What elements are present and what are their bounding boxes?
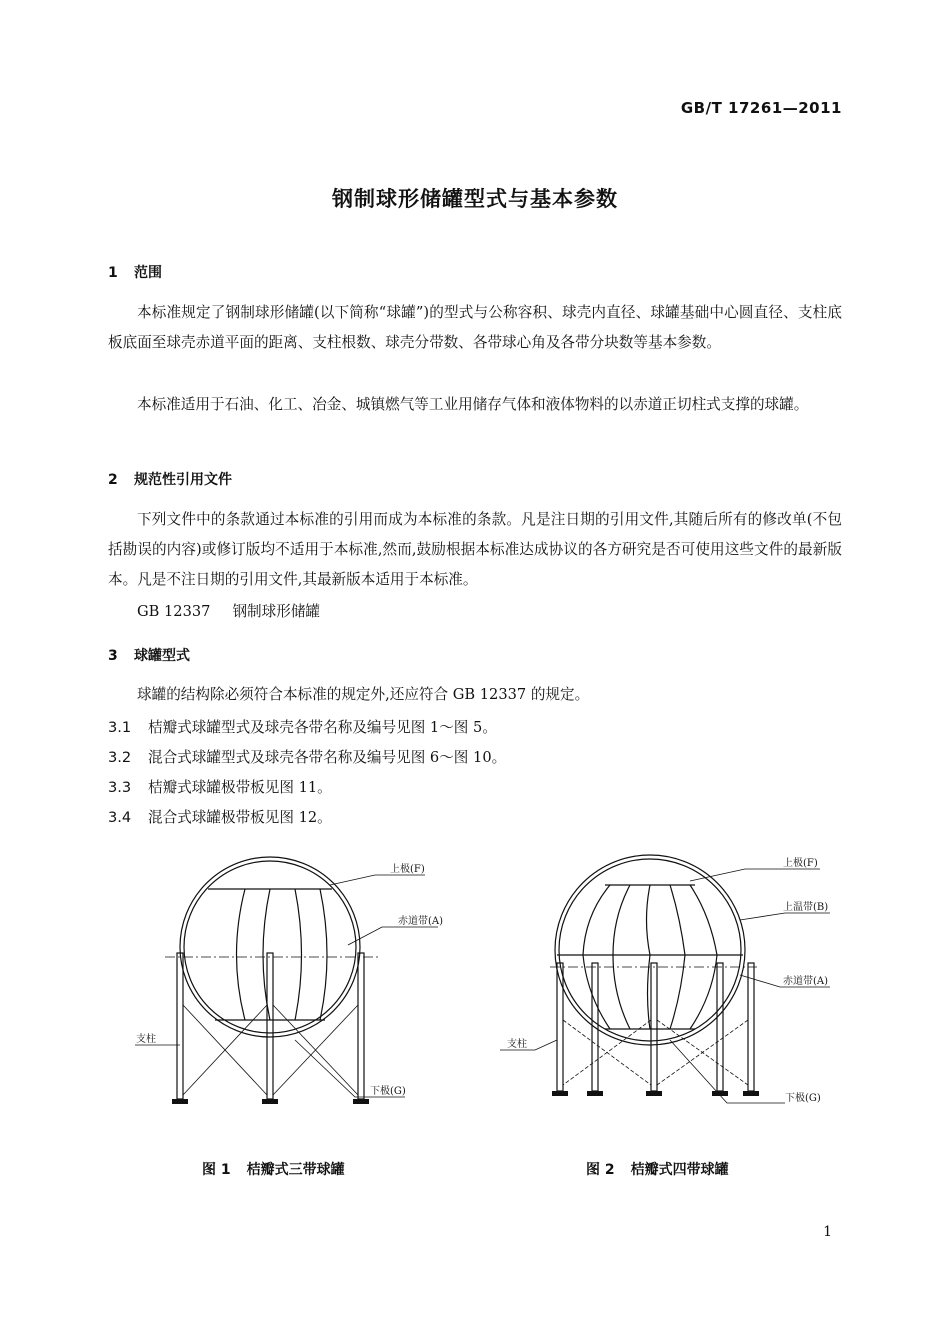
clause-3-2 <box>108 746 506 767</box>
petal-seam <box>647 885 651 955</box>
label-lower-pole: 下极(G) <box>785 1093 821 1104</box>
clause-3-3 <box>108 776 332 797</box>
petal-seam <box>690 885 717 955</box>
leader-upper-pole <box>690 869 820 881</box>
clause-text: 桔瓣式球罐型式及球壳各带名称及编号见图 1～图 5。 <box>148 719 497 736</box>
document-title: 钢制球形储罐型式与基本参数 <box>332 187 618 211</box>
column-base-plate <box>353 1099 369 1104</box>
leader-upper-temperate <box>740 913 830 920</box>
petal-seam <box>670 955 685 1029</box>
label-equator: 赤道带(A) <box>783 976 829 987</box>
label-equator: 赤道带(A) <box>398 916 444 927</box>
figure-number: 图 2 <box>586 1162 615 1178</box>
clause-text: 混合式球罐极带板见图 12。 <box>148 809 332 826</box>
section-number: 1 <box>108 265 118 281</box>
column-base-plate <box>743 1091 759 1096</box>
clause-number: 3.2 <box>108 749 132 766</box>
paragraph-references: 下列文件中的条款通过本标准的引用而成为本标准的条款。凡是注日期的引用文件,其随后所有的修改单(不包括勘误的内容)或修订版均不适用于本标准,然而,鼓励根据本标准达成协议的各方研究是否可使用这些文件的最新版本。凡是不注日期的引用文件,其最新版本适用于本标准。 <box>108 511 842 588</box>
clause-3-1 <box>108 716 497 737</box>
page-number: 1 <box>823 1224 832 1240</box>
petal-seam <box>295 889 302 1020</box>
label-upper-pole: 上极(F) <box>783 858 818 869</box>
clause-number: 3.4 <box>108 809 132 826</box>
support-column <box>177 953 183 1099</box>
column-base-plate <box>172 1099 188 1104</box>
label-upper-temperate: 上温带(B) <box>783 902 829 913</box>
figure-1-caption <box>202 1159 345 1179</box>
figure-number: 图 1 <box>202 1162 231 1178</box>
section-number: 2 <box>108 472 118 488</box>
petal-seam <box>583 955 610 1029</box>
reference-entry <box>137 600 320 621</box>
reference-name: 钢制球形储罐 <box>232 603 321 620</box>
column-base-plate <box>646 1091 662 1096</box>
support-column <box>358 953 364 1099</box>
paragraph-scope-2: 本标准适用于石油、化工、冶金、城镇燃气等工业用储存气体和液体物料的以赤道正切柱式支撑的球罐。 <box>137 396 809 413</box>
figure-1-drawing <box>120 845 460 1115</box>
section-title: 范围 <box>134 265 162 281</box>
support-column <box>267 953 273 1099</box>
clause-text: 桔瓣式球罐极带板见图 11。 <box>148 779 332 796</box>
label-upper-pole: 上极(F) <box>390 864 425 875</box>
section-title: 规范性引用文件 <box>134 472 232 488</box>
paragraph-scope-1: 本标准规定了钢制球形储罐(以下简称“球罐”)的型式与公称容积、球壳内直径、球罐基础中心圆直径、支柱底板底面至球壳赤道平面的距离、支柱根数、球壳分带数、各带球心角及各带分块数等基本参数。 <box>108 304 842 351</box>
leader-equator <box>348 927 438 945</box>
section-3-heading <box>108 645 190 665</box>
label-lower-pole: 下极(G) <box>370 1086 406 1097</box>
label-column: 支柱 <box>507 1039 527 1050</box>
petal-seam <box>320 889 327 1020</box>
label-column: 支柱 <box>136 1034 156 1045</box>
standard-code: GB/T 17261—2011 <box>680 99 842 117</box>
clause-3-4 <box>108 806 332 827</box>
petal-seam <box>583 885 610 955</box>
paragraph-tank-structure: 球罐的结构除必须符合本标准的规定外,还应符合 GB 12337 的规定。 <box>137 686 590 703</box>
sphere-inner <box>184 861 356 1033</box>
figure-caption-text: 桔瓣式三带球罐 <box>246 1162 345 1178</box>
support-column <box>717 963 723 1091</box>
support-column <box>748 963 754 1091</box>
section-title: 球罐型式 <box>134 648 190 664</box>
column-base-plate <box>587 1091 603 1096</box>
petal-seam <box>237 889 246 1020</box>
figure-caption-text: 桔瓣式四带球罐 <box>630 1162 729 1178</box>
clause-text: 混合式球罐型式及球壳各带名称及编号见图 6～图 10。 <box>148 749 507 766</box>
figure-2-drawing <box>495 845 840 1115</box>
figure-2-caption <box>586 1159 729 1179</box>
support-column <box>651 963 657 1091</box>
section-1-heading <box>108 262 162 282</box>
column-base-plate <box>262 1099 278 1104</box>
clause-number: 3.3 <box>108 779 132 796</box>
leader-upper-pole <box>330 875 425 885</box>
petal-seam <box>613 955 630 1029</box>
reference-code: GB 12337 <box>137 603 211 620</box>
petal-seam <box>690 955 717 1029</box>
column-base-plate <box>552 1091 568 1096</box>
column-base-plate <box>712 1091 728 1096</box>
petal-seam <box>648 955 651 1029</box>
clause-number: 3.1 <box>108 719 132 736</box>
section-2-heading <box>108 469 232 489</box>
petal-seam <box>613 885 630 955</box>
section-number: 3 <box>108 648 118 664</box>
petal-seam <box>670 885 685 955</box>
